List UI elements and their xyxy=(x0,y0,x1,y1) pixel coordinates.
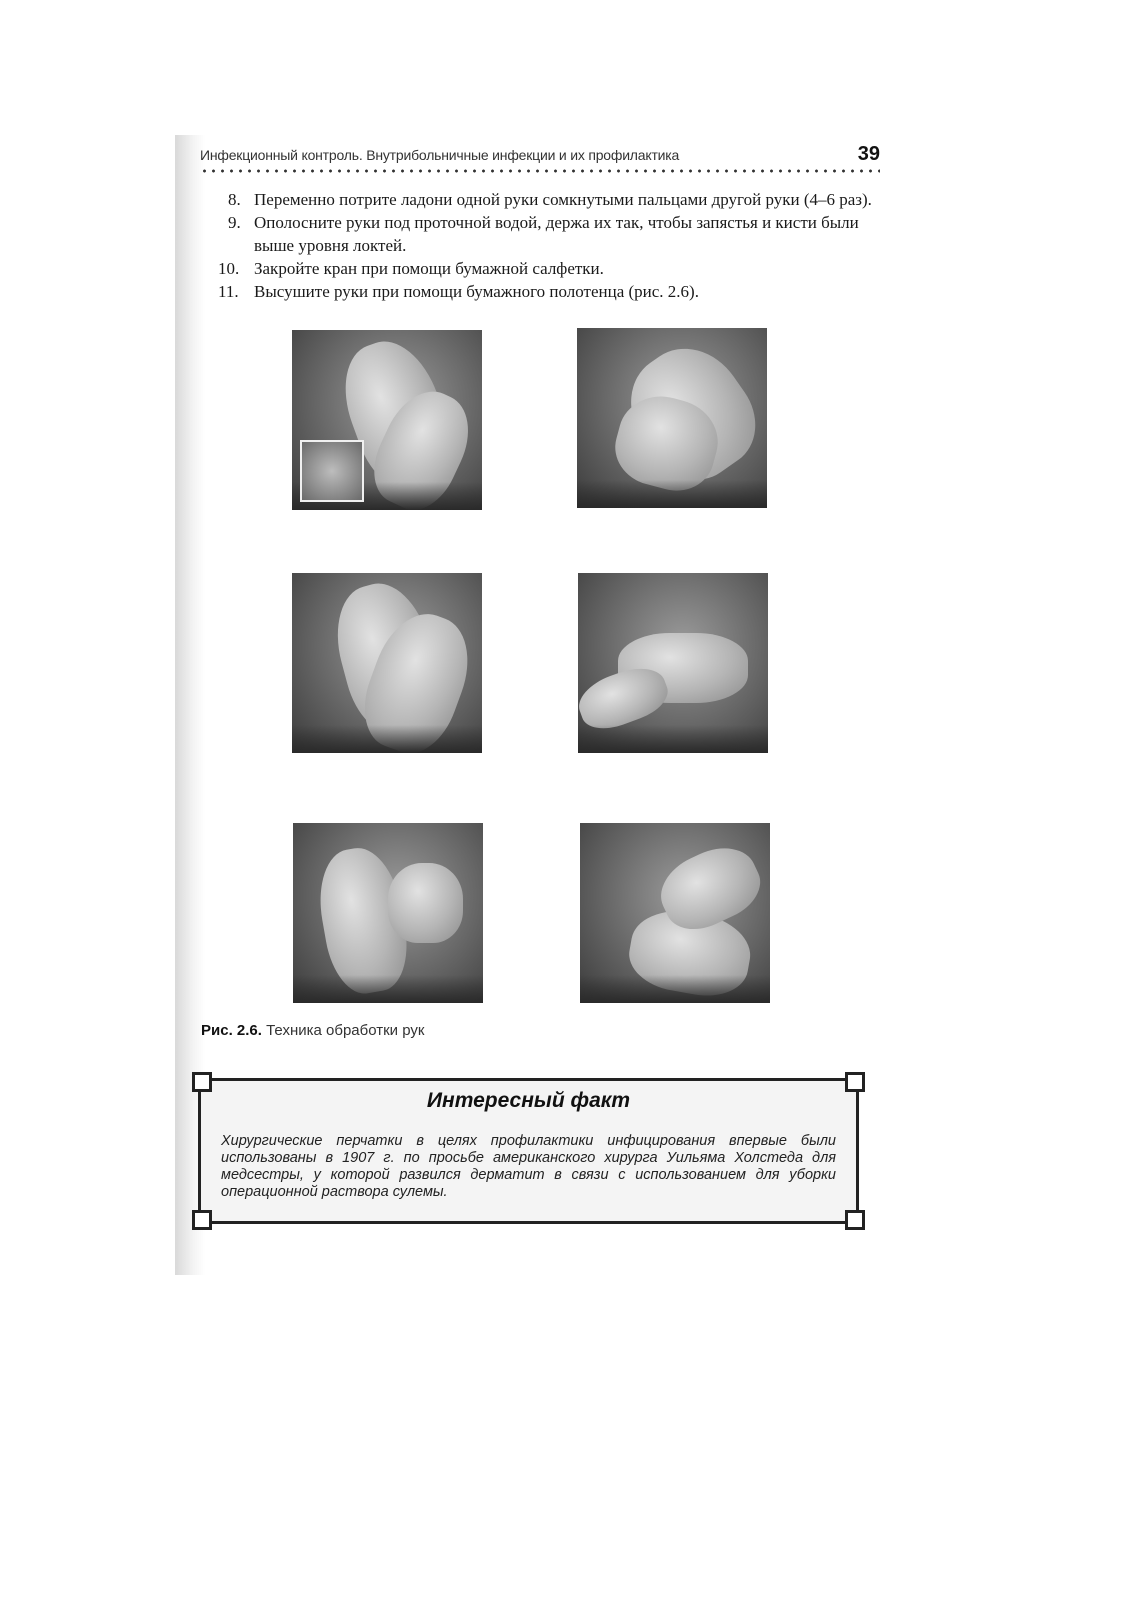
running-header xyxy=(200,143,880,183)
figure-caption xyxy=(201,1022,424,1039)
procedure-steps xyxy=(218,188,880,303)
step-11 xyxy=(218,280,880,303)
step-number: 9. xyxy=(228,213,241,232)
hand-washing-photo-grid xyxy=(290,328,770,1013)
photo-palm-over-back xyxy=(292,330,482,510)
step-8 xyxy=(228,188,880,211)
step-text: Ополосните руки под проточной водой, держа их так, чтобы запястья и кисти были выше уровня локтей. xyxy=(254,213,859,255)
photo-interlaced-fingers xyxy=(577,328,767,508)
figure-label: Рис. 2.6. xyxy=(201,1022,262,1039)
photo-fists-rubbing xyxy=(578,573,768,753)
step-text: Закройте кран при помощи бумажной салфетки. xyxy=(254,259,604,278)
step-number: 8. xyxy=(228,190,241,209)
dotted-rule xyxy=(200,169,880,173)
figure-caption-text: Техника обработки рук xyxy=(266,1022,425,1039)
photo-fingertips-on-palm xyxy=(580,823,770,1003)
step-number: 11. xyxy=(218,282,239,301)
corner-ornament xyxy=(845,1210,865,1230)
photo-thumb-rotation xyxy=(293,823,483,1003)
step-10 xyxy=(218,257,880,280)
fact-text: Хирургические перчатки в целях профилактики инфицирования впервые были использованы в 1907 г. по просьбе американского хирурга Уильяма Холстеда для медсестры, у которой развился дерматит в связи с использованием для уборки операционной раствора сулемы. xyxy=(221,1133,836,1200)
page-number: 39 xyxy=(857,143,880,165)
corner-ornament xyxy=(192,1210,212,1230)
step-text: Переменно потрите ладони одной руки сомкнутыми пальцами другой руки (4–6 раз). xyxy=(254,190,872,209)
running-header-title: Инфекционный контроль. Внутрибольничные инфекции и их профилактика xyxy=(200,147,680,163)
step-number: 10. xyxy=(218,259,240,278)
step-text: Высушите руки при помощи бумажного полотенца (рис. 2.6). xyxy=(254,282,699,301)
photo-inset xyxy=(300,440,364,502)
photo-spread-fingers xyxy=(292,573,482,753)
step-9 xyxy=(228,211,880,257)
fact-title: Интересный факт xyxy=(426,1089,631,1112)
interesting-fact-box xyxy=(198,1078,859,1224)
